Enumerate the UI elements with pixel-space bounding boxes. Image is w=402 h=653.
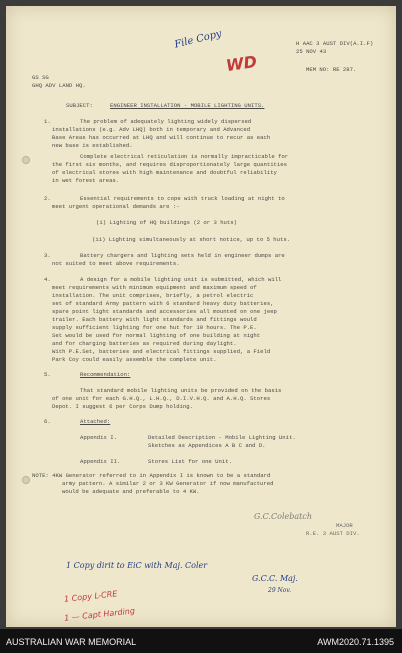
- para-2-item-ii: (ii) Lighting simultaneously at short notice, up to 5 huts.: [92, 236, 291, 243]
- recommendation-heading: Recommendation:: [80, 371, 131, 378]
- para-4-line: With P.E.Set, batteries and electrical fittings supplied, a Field: [52, 348, 271, 355]
- para-1-line: in wet forest areas.: [52, 177, 120, 184]
- archive-footer: [0, 629, 402, 653]
- archive-name: AUSTRALIAN WAR MEMORIAL: [6, 637, 137, 647]
- para-2-line: Essential requirements to cope with truck loading at night to: [80, 195, 285, 202]
- subject-text: ENGINEER INSTALLATION - MOBILE LIGHTING UNITS.: [110, 102, 265, 109]
- para-5-line: Depot. I suggest 6 per Corps Dump holding.: [52, 403, 193, 410]
- para-4-line: meet requirements with minimum equipment and maximum speed of: [52, 284, 257, 291]
- para-4-line: A design for a mobile lighting unit is submitted, which will: [80, 276, 282, 283]
- para-2-item-i: (i) Lighting of HQ buildings (2 or 3 huts): [96, 219, 237, 226]
- para-4-line: installation. The unit comprises, briefly, a petrol electric: [52, 292, 254, 299]
- para-number: 1.: [44, 118, 51, 125]
- para-number: 3.: [44, 252, 51, 259]
- para-number: 6.: [44, 418, 51, 425]
- para-3-line: not suited to meet above requirements.: [52, 260, 180, 267]
- initials-annotation: G.C.C. Maj.: [252, 574, 298, 583]
- appendix-1-line: Sketches as Appendices A B C and D.: [148, 442, 266, 449]
- copy-capt-annotation: 1 — Capt Harding: [63, 606, 136, 623]
- punch-hole: [22, 156, 30, 164]
- document-page: [6, 6, 396, 627]
- note-line: army pattern. A similar 2 or 3 KW Generator if now manufactured: [62, 480, 274, 487]
- appendix-1-label: Appendix I.: [80, 434, 117, 441]
- ref-date: 25 NOV 43: [296, 48, 327, 55]
- para-4-line: Set would be used for normal lighting of one building at night: [52, 332, 261, 339]
- appendix-1-line: Detailed Description - Mobile Lighting Unit.: [148, 434, 296, 441]
- wd-stamp-annotation: WD: [224, 51, 259, 76]
- signature-unit: R.E. 3 AUST DIV.: [306, 530, 360, 537]
- file-copy-annotation: File Copy: [173, 28, 223, 51]
- para-5-line: of one unit for each G.H.Q., L.H.Q., D.I.V.H.Q. and A.H.Q. Stores: [52, 395, 271, 402]
- addressee-line-2: GHQ ADV LAND HQ.: [32, 82, 86, 89]
- memo-number: MEM NO: RE 287.: [306, 66, 357, 73]
- para-4-line: trailer. Each battery with light standards and fittings would: [52, 316, 257, 323]
- para-number: 4.: [44, 276, 51, 283]
- note-line: NOTE: 4KW Generator referred to in Appendix I is known to be a standard: [32, 472, 271, 479]
- para-1-line: Complete electrical reticulation is normally impracticable for: [80, 153, 289, 160]
- para-4-line: and for charging batteries as required during daylight.: [52, 340, 237, 347]
- para-1-line: the first six months, and requires disproportionately large quantities: [52, 161, 287, 168]
- para-4-line: supply sufficient lighting for one hut for 10 hours. The P.E.: [52, 324, 257, 331]
- para-2-line: meet urgent operational demands are :-: [52, 203, 180, 210]
- para-4-line: set of standard Army pattern with 6 standard heavy duty batteries,: [52, 300, 274, 307]
- para-4-line: Park Coy could easily assemble the complete unit.: [52, 356, 217, 363]
- para-1-line: Base Areas has occurred at LHQ and will continue to recur as each: [52, 134, 271, 141]
- date-annotation: 29 Nov.: [268, 587, 291, 594]
- appendix-2-line: Stores List for one Unit.: [148, 458, 232, 465]
- para-5-line: That standard mobile lighting units be provided on the basis: [80, 387, 282, 394]
- note-line: would be adequate and preferable to 4 KW.: [62, 488, 200, 495]
- para-4-line: spare point light standards and accessories all mounted on one jeep: [52, 308, 277, 315]
- signature: G.C.Colebatch: [254, 512, 312, 521]
- signature-rank: MAJOR: [336, 522, 353, 529]
- ref-line-1: H AAC 3 AUST DIV(A.I.F): [296, 40, 374, 47]
- attached-heading: Attached:: [80, 418, 111, 425]
- copy-cre-annotation: 1 Copy L-CRE: [63, 589, 118, 604]
- addressee-line-1: GS SG: [32, 74, 49, 81]
- para-1-line: new base is established.: [52, 142, 133, 149]
- para-3-line: Battery chargers and lighting sets held in engineer dumps are: [80, 252, 285, 259]
- para-1-line: installations (e.g. Adv LHQ) both in temporary and Advanced: [52, 126, 251, 133]
- appendix-2-label: Appendix II.: [80, 458, 121, 465]
- para-number: 5.: [44, 371, 51, 378]
- para-1-line: of electrical stores with high maintenance and doubtful reliability: [52, 169, 277, 176]
- copy-eic-annotation: 1 Copy dirit to EiC with Maj. Coler: [66, 561, 208, 570]
- archive-id: AWM2020.71.1395: [317, 637, 394, 647]
- punch-hole: [22, 476, 30, 484]
- para-1-line: The problem of adequately lighting widely dispersed: [80, 118, 252, 125]
- subject-label: SUBJECT:: [66, 102, 93, 109]
- para-number: 2.: [44, 195, 51, 202]
